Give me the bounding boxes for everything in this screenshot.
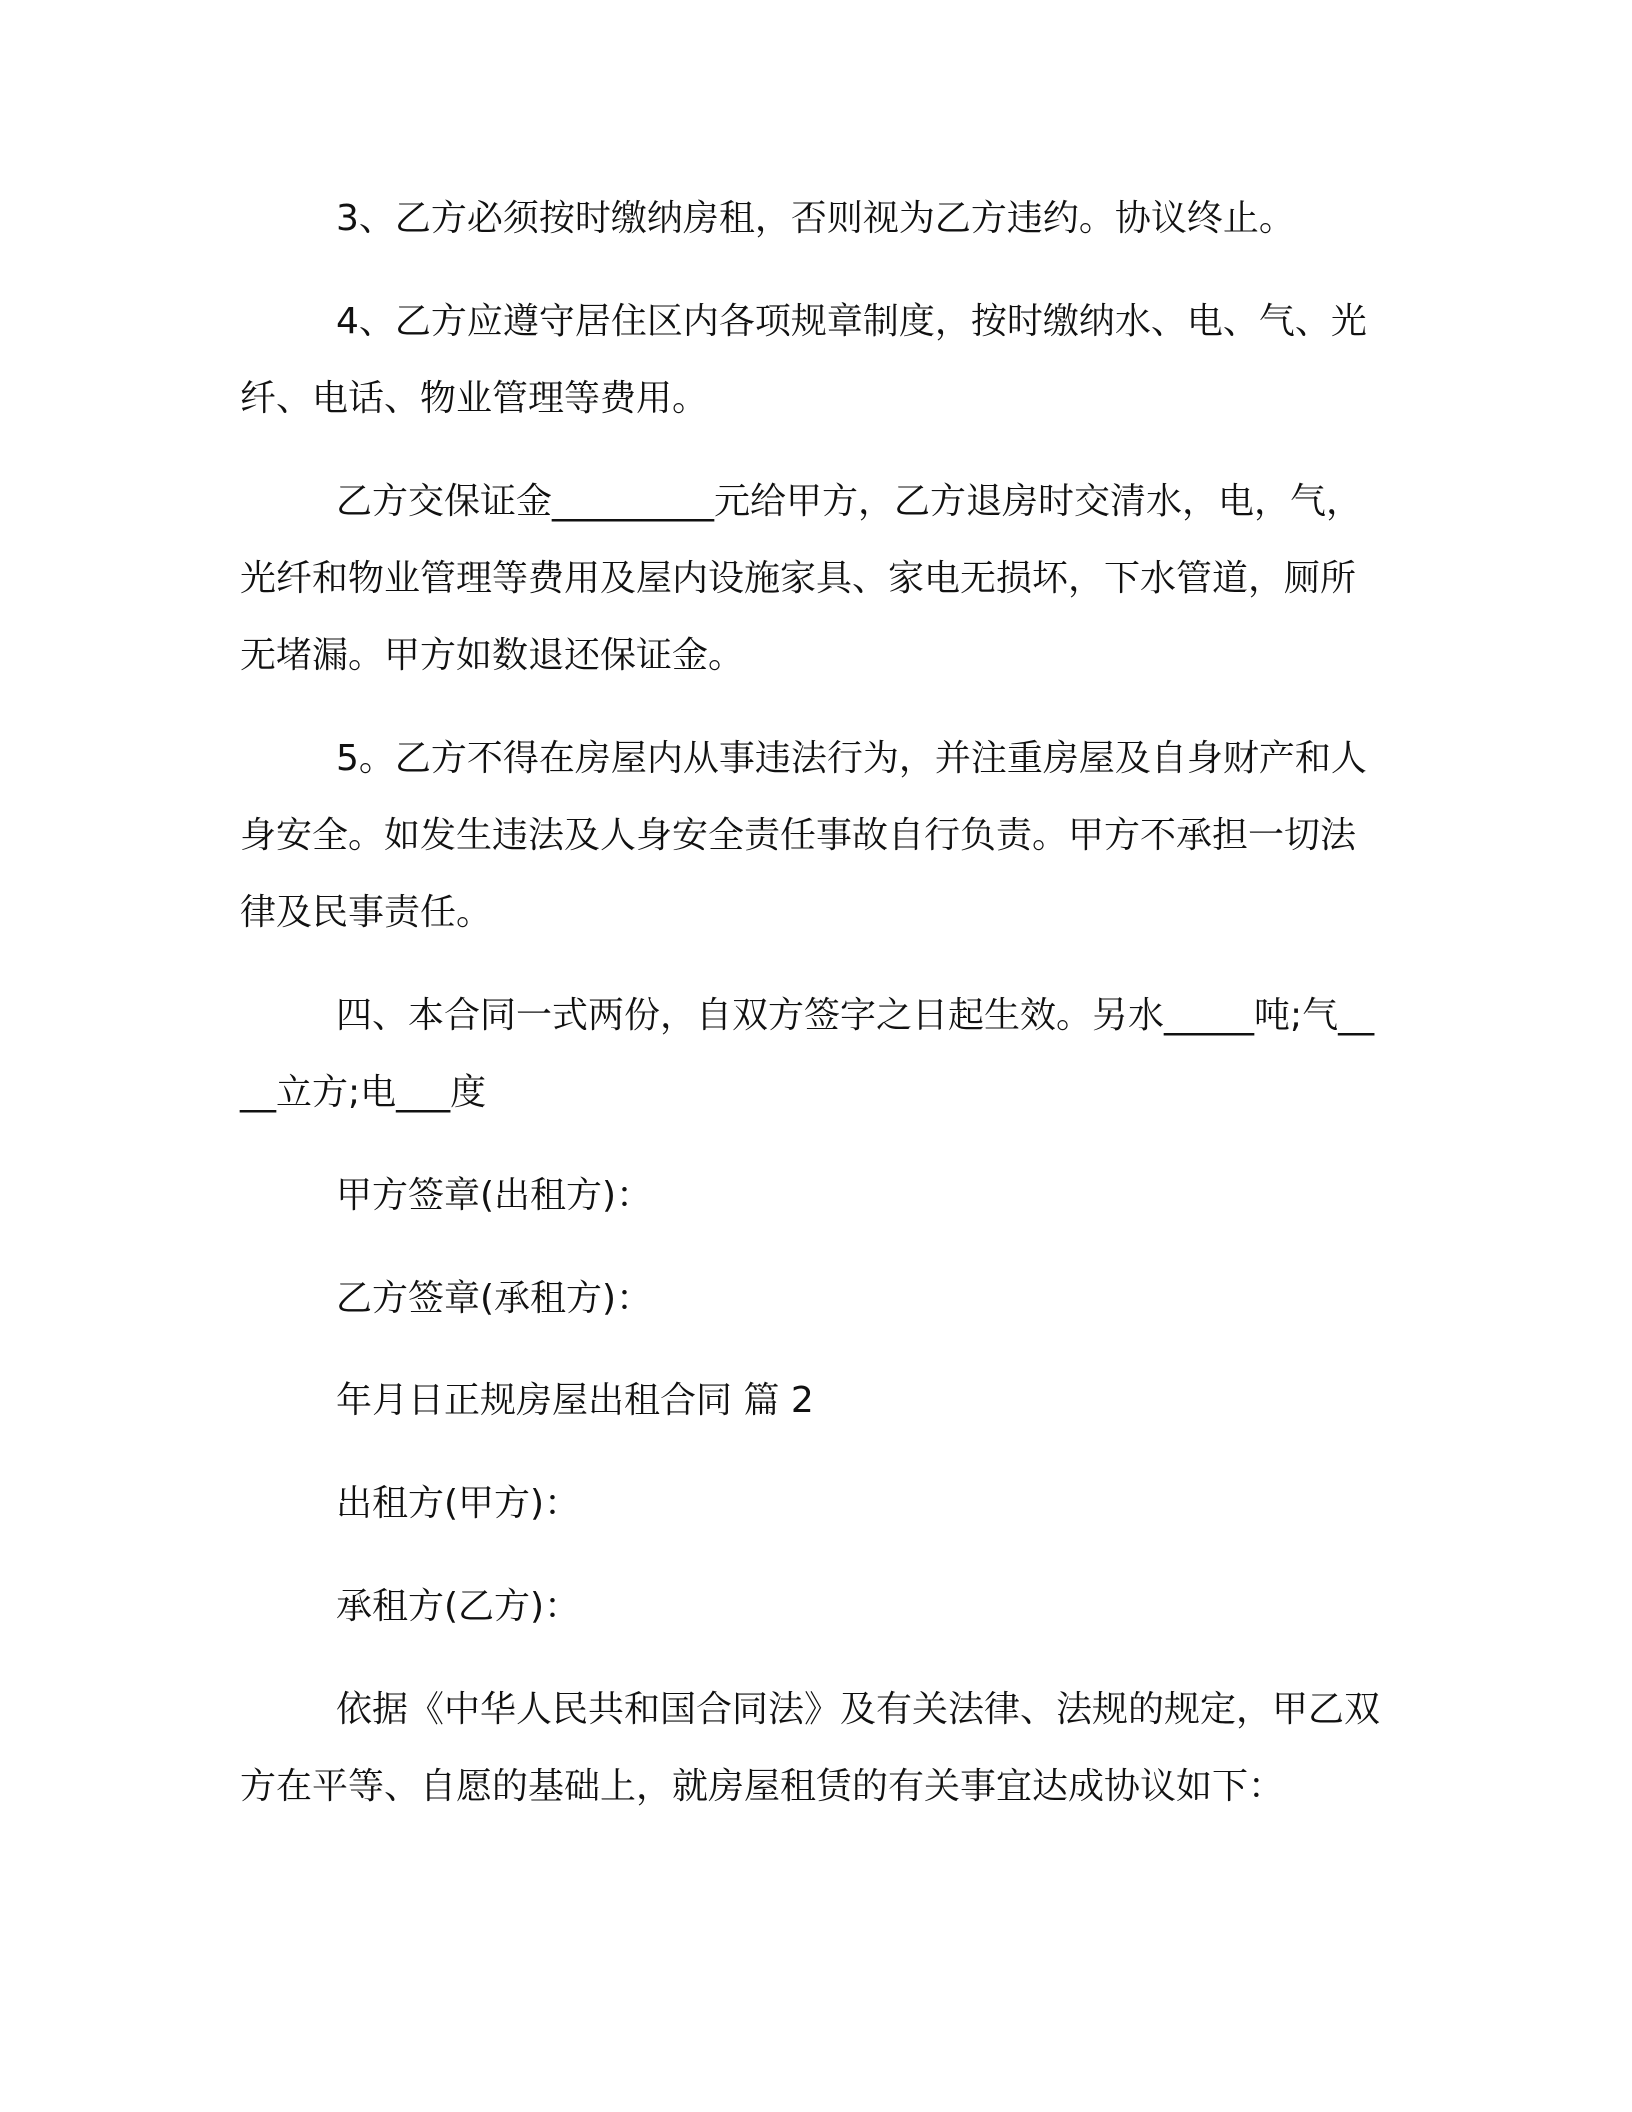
paragraph-legal-basis: 依据《中华人民共和国合同法》及有关法律、法规的规定，甲乙双方在平等、自愿的基础上，就房屋租赁的有关事宜达成协议如下： [240, 1689, 1381, 1807]
paragraph-clause-3: 3、乙方必须按时缴纳房租，否则视为乙方违约。协议终止。 [336, 198, 1295, 239]
paragraph-deposit: 乙方交保证金_________元给甲方，乙方退房时交清水，电，气，光纤和物业管理等费用及屋内设施家具、家电无损坏，下水管道，厕所无堵漏。甲方如数退还保证金。 [240, 481, 1363, 676]
paragraph-party-b-signature: 乙方签章(承租方)： [336, 1278, 653, 1319]
paragraph-lessor: 出租方(甲方)： [336, 1483, 581, 1524]
paragraph-lessee: 承租方(乙方)： [336, 1586, 581, 1627]
paragraph-section-4: 四、本合同一式两份，自双方签字之日起生效。另水_____吨;气____立方;电___度 [240, 995, 1375, 1113]
paragraph-clause-4: 4、乙方应遵守居住区内各项规章制度，按时缴纳水、电、气、光纤、电话、物业管理等费用。 [240, 301, 1367, 419]
paragraph-clause-5: 5。乙方不得在房屋内从事违法行为，并注重房屋及自身财产和人身安全。如发生违法及人身安全责任事故自行负责。甲方不承担一切法律及民事责任。 [240, 738, 1367, 933]
paragraph-party-a-signature: 甲方签章(出租方)： [336, 1175, 653, 1216]
paragraph-contract-heading: 年月日正规房屋出租合同 篇 2 [336, 1380, 814, 1421]
